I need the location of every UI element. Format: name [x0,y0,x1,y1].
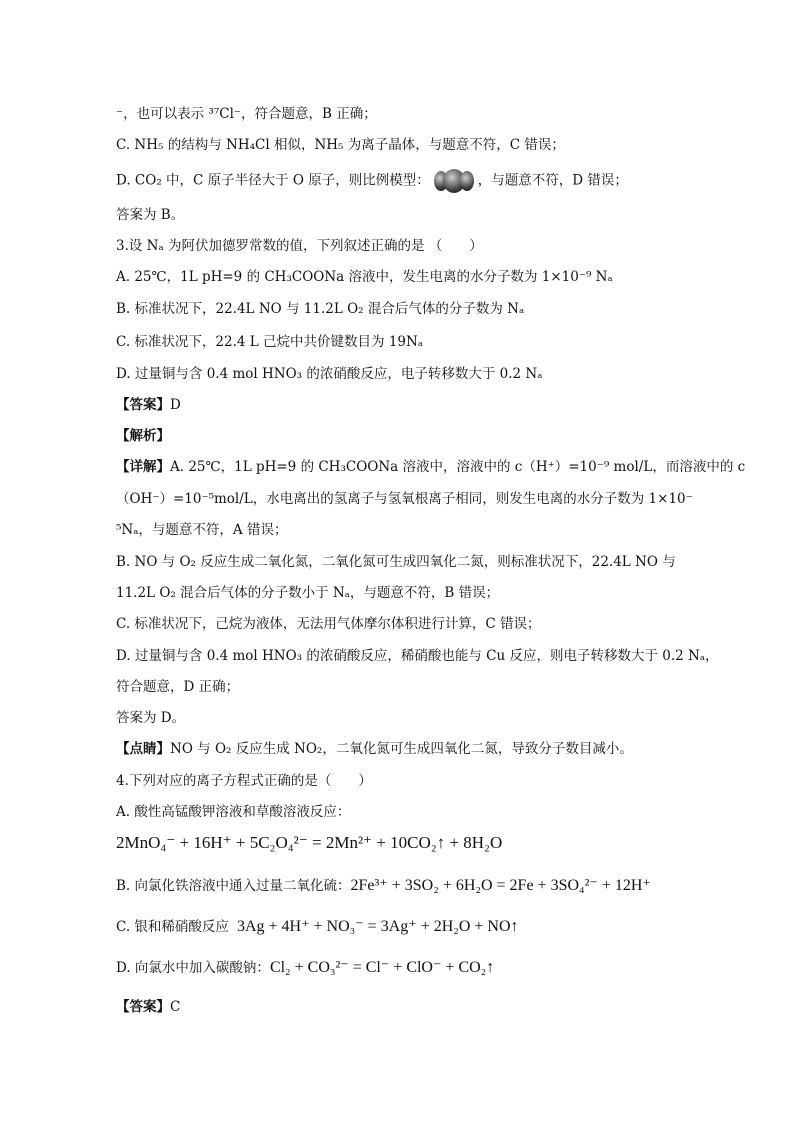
question-title: 3.设 Nₐ 为阿伏加德罗常数的值，下列叙述正确的是 （ ） [116,238,483,254]
text-line [116,169,628,193]
text-line: D. 过量铜与含 0.4 mol HNO₃ 的浓硝酸反应，稀硝酸也能与 Cu 反应，则电子转移数大于 0.2 Nₐ， [116,648,719,664]
text-line: 答案为 B。 [116,207,185,223]
equation-d: Cl₂ + CO₃²⁻ = Cl⁻ + ClO⁻ + CO₂↑ [269,959,495,976]
option-c: C. 标准状况下，22.4 L 己烷中共价键数目为 19Nₐ [116,334,424,350]
text-segment: C. 银和稀硝酸反应 [116,919,229,935]
option-a: A. 酸性高锰酸钾溶液和草酸溶液反应： [116,804,351,820]
key-point-label: 【点睛】 [116,741,170,757]
option-c [116,917,519,937]
detail-line [116,457,745,477]
text-line: C. 标准状况下，己烷为液体，无法用气体摩尔体积进行计算，C 错误； [116,616,541,632]
equation-a: 2MnO₄⁻ + 16H⁺ + 5C₂O₄²⁻ = 2Mn²⁺ + 10CO₂↑ + 8H₂O [116,833,503,852]
text-segment: B. 向氯化铁溶液中通入过量二氧化硫： [116,878,351,894]
text-segment: ，与题意不符，D 错误； [477,172,628,189]
answer-value: C [170,999,181,1015]
text-line: 11.2L O₂ 混合后气体的分子数小于 Nₐ，与题意不符，B 错误； [116,585,500,601]
text-segment: D. CO₂ 中，C 原子半径大于 O 原子，则比例模型： [116,172,430,189]
text-segment: NO 与 O₂ 反应生成 NO₂，二氧化氮可生成四氧化二氮，导致分子数目减小。 [170,741,633,757]
detail-label: 【详解】 [116,459,170,475]
answer-line [116,395,181,415]
text-line: ⁻，也可以表示 ³⁷Cl⁻，符合题意，B 正确； [116,106,377,122]
answer-label: 【答案】 [116,397,170,413]
question-title: 4.下列对应的离子方程式正确的是（ ） [116,773,372,789]
option-d [116,958,494,978]
equation-b: 2Fe³⁺ + 3SO₂ + 6H₂O = 2Fe + 3SO₄²⁻ + 12H⁺ [350,877,651,894]
analysis-label: 【解析】 [116,428,170,444]
text-line: 答案为 D。 [116,710,186,726]
answer-label: 【答案】 [116,999,170,1015]
option-d: D. 过量铜与含 0.4 mol HNO₃ 的浓硝酸反应，电子转移数大于 0.2 Nₐ [116,366,543,382]
co2-ball-model-icon [434,169,474,193]
option-a: A. 25℃，1L pH=9 的 CH₃COONa 溶液中，发生电离的水分子数为 1×10⁻⁹ Nₐ [116,269,613,285]
answer-line [116,997,180,1017]
text-line: C. NH₅ 的结构与 NH₄Cl 相似，NH₅ 为离子晶体，与题意不符，C 错误； [116,137,565,153]
text-segment: D. 向氯水中加入碳酸钠： [116,960,270,976]
text-line: B. NO 与 O₂ 反应生成二氧化氮，二氧化氮可生成四氧化二氮，则标准状况下，22.4L NO 与 [116,554,676,570]
text-segment: A. 25℃，1L pH=9 的 CH₃COONa 溶液中，溶液中的 c（H⁺）=10⁻⁹ mol/L，而溶液中的 c [170,459,746,475]
text-line: （OH⁻）=10⁻⁵mol/L，水电离出的氢离子与氢氧根离子相同，则发生电离的水分子数为 1×10⁻ [116,491,693,507]
option-b [116,876,651,896]
text-line: ⁵Nₐ，与题意不符，A 错误； [116,522,288,538]
equation-c: 3Ag + 4H⁺ + NO₃⁻ = 3Ag⁺ + 2H₂O + NO↑ [236,918,519,935]
option-b: B. 标准状况下，22.4L NO 与 11.2L O₂ 混合后气体的分子数为 Nₐ [116,301,525,317]
answer-value: D [170,397,181,413]
text-line: 符合题意，D 正确； [116,679,240,695]
key-point-line [116,739,633,759]
